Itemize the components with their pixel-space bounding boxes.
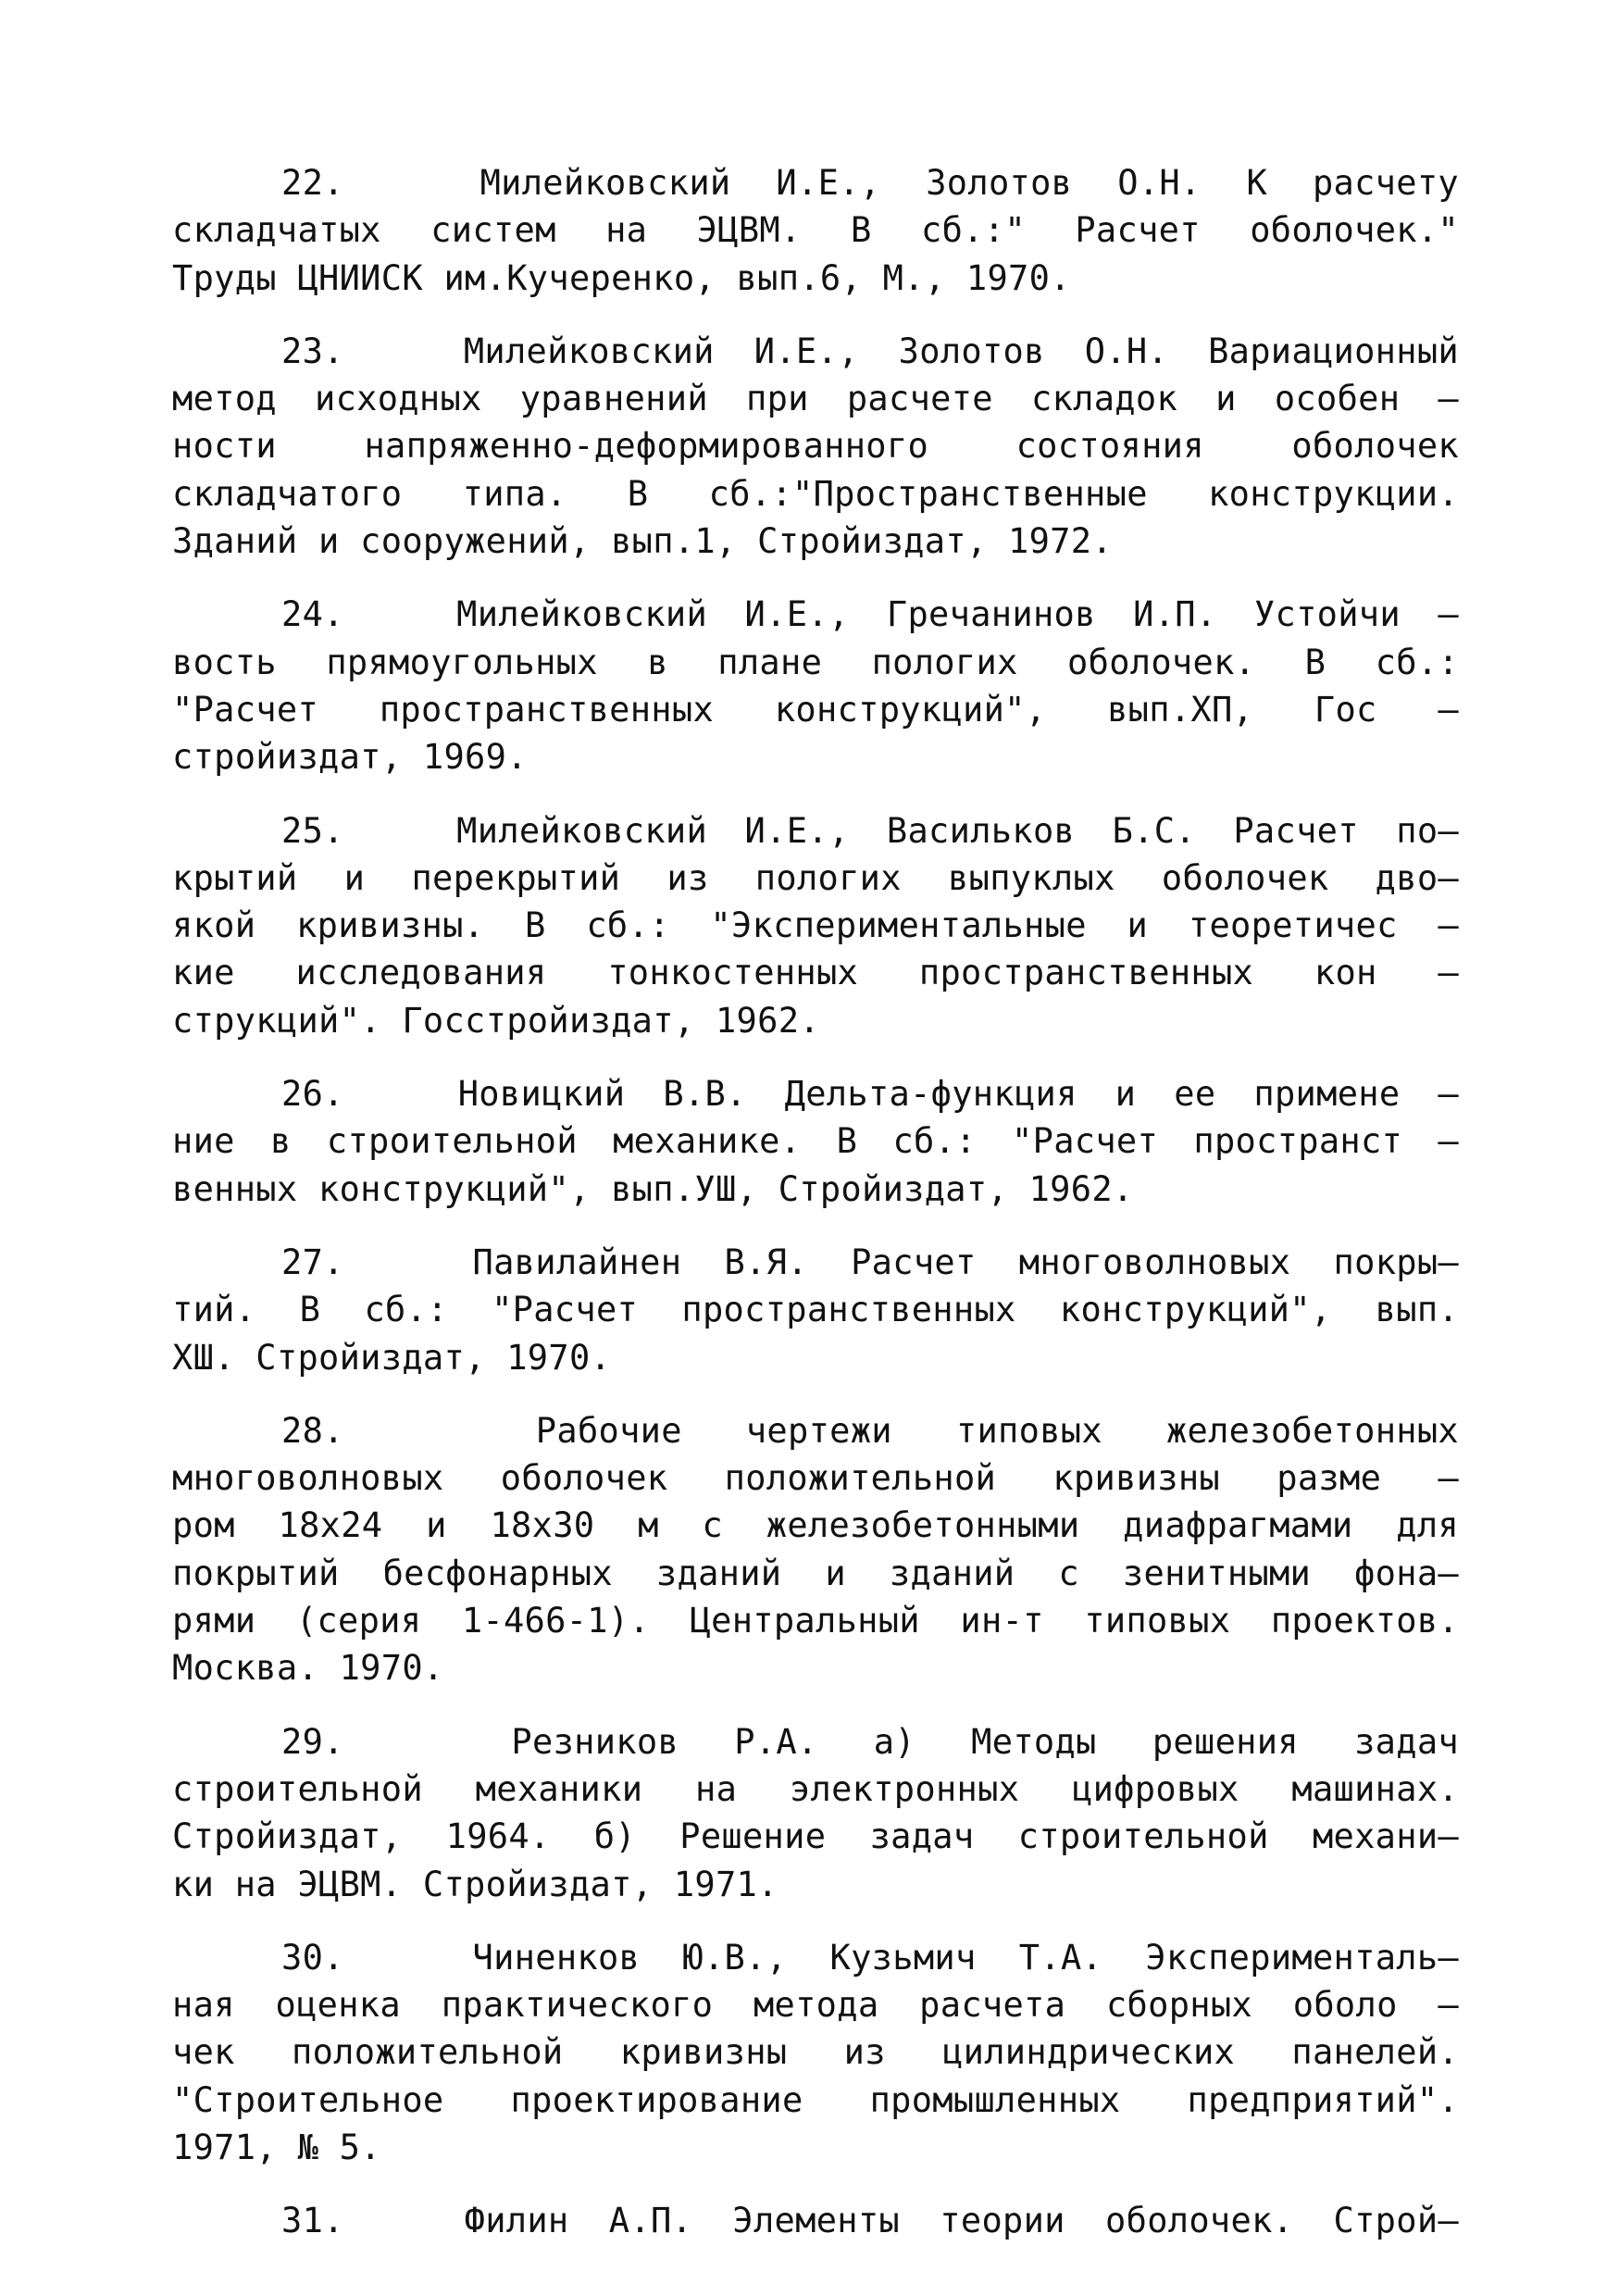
reference-line: складчатого типа. В сб.:"Пространственные конструкции.: [172, 473, 1459, 514]
reference-line: якой кривизны. В сб.: "Экспериментальные и теоретичес –: [172, 905, 1459, 946]
reference-list: [172, 159, 1459, 2271]
reference-number: 25.: [281, 810, 344, 851]
reference-line: рями (серия 1-466-1). Центральный ин-т типовых проектов.: [172, 1601, 1459, 1641]
reference-line: строительной механики на электронных цифровых машинах.: [172, 1768, 1459, 1809]
reference-line: многоволновых оболочек положительной кривизны разме –: [172, 1458, 1459, 1499]
reference-number: 22.: [281, 163, 344, 203]
reference-item-30: [172, 1934, 1459, 2171]
reference-line: складчатых систем на ЭЦВМ. В сб.:" Расчет оболочек.": [172, 210, 1459, 251]
reference-line: чек положительной кривизны из цилиндрических панелей.: [172, 2032, 1459, 2073]
reference-item-31: [172, 2197, 1459, 2244]
reference-number: 23.: [281, 331, 344, 371]
reference-item-23: [172, 328, 1459, 565]
reference-item-28: [172, 1407, 1459, 1692]
reference-line: ХШ. Стройиздат, 1970.: [172, 1337, 612, 1378]
reference-line: 25. Милейковский И.Е., Васильков Б.С. Расчет по–: [281, 810, 1459, 851]
reference-number: 30.: [281, 1937, 344, 1978]
reference-line: метод исходных уравнений при расчете складок и особен –: [172, 379, 1459, 419]
reference-line: вость прямоугольных в плане пологих оболочек. В сб.:: [172, 642, 1459, 682]
reference-number: 24.: [281, 594, 344, 635]
reference-number: 26.: [281, 1074, 344, 1115]
reference-line: крытий и перекрытий из пологих выпуклых оболочек дво–: [172, 857, 1459, 898]
reference-line: тий. В сб.: "Расчет пространственных конструкций", вып.: [172, 1290, 1459, 1330]
reference-item-25: [172, 807, 1459, 1044]
reference-line: 22. Милейковский И.Е., Золотов О.Н. К расчету: [281, 163, 1459, 203]
reference-line: Стройиздат, 1964. б) Решение задач строительной механи–: [172, 1816, 1459, 1857]
reference-line: ром 18х24 и 18х30 м с железобетонными диафрагмами для: [172, 1505, 1459, 1546]
reference-line: Труды ЦНИИСК им.Кучеренко, вып.6, М., 1970.: [172, 257, 1071, 298]
reference-line: Зданий и сооружений, вып.1, Стройиздат, 1972.: [172, 521, 1113, 562]
reference-line: 1971, № 5.: [172, 2127, 381, 2167]
reference-line: Москва. 1970.: [172, 1648, 444, 1689]
reference-line: 23. Милейковский И.Е., Золотов О.Н. Вариационный: [281, 331, 1459, 371]
reference-line: "Строительное проектирование промышленных предприятий".: [172, 2079, 1459, 2120]
reference-item-26: [172, 1070, 1459, 1213]
reference-line: "Расчет пространственных конструкций", вып.ХП, Гос –: [172, 689, 1459, 730]
reference-item-29: [172, 1718, 1459, 1908]
reference-line: покрытий бесфонарных зданий и зданий с зенитными фона–: [172, 1553, 1459, 1593]
reference-line: 27. Павилайнен В.Я. Расчет многоволновых покры–: [281, 1242, 1459, 1282]
reference-line: ки на ЭЦВМ. Стройиздат, 1971.: [172, 1864, 778, 1904]
reference-item-24: [172, 591, 1459, 780]
reference-line: 24. Милейковский И.Е., Гречанинов И.П. Устойчи –: [281, 594, 1459, 635]
reference-line: ности напряженно-деформированного состояния оболочек: [172, 426, 1459, 467]
reference-number: 27.: [281, 1242, 344, 1282]
reference-item-27: [172, 1239, 1459, 1381]
reference-item-22: [172, 159, 1459, 302]
reference-line: 29. Резников Р.А. а) Методы решения задач: [281, 1721, 1459, 1762]
reference-line: ная оценка практического метода расчета сборных оболо –: [172, 1985, 1459, 2026]
reference-line: стройиздат, 1969.: [172, 737, 528, 778]
reference-number: 31.: [281, 2201, 344, 2241]
reference-line: 31. Филин А.П. Элементы теории оболочек. Строй–: [281, 2201, 1459, 2241]
reference-line: венных конструкций", вып.УШ, Стройиздат, 1962.: [172, 1168, 1134, 1209]
reference-number: 28.: [281, 1410, 344, 1451]
reference-number: 29.: [281, 1721, 344, 1762]
reference-line: 28. Рабочие чертежи типовых железобетонных: [281, 1410, 1459, 1451]
reference-line: струкций". Госстройиздат, 1962.: [172, 1000, 820, 1041]
reference-line: кие исследования тонкостенных пространственных кон –: [172, 953, 1459, 993]
reference-line: ние в строительной механике. В сб.: "Расчет пространст –: [172, 1121, 1459, 1162]
reference-line: 26. Новицкий В.В. Дельта-функция и ее примене –: [281, 1074, 1459, 1115]
reference-line: 30. Чиненков Ю.В., Кузьмич Т.А. Эксперименталь–: [281, 1937, 1459, 1978]
